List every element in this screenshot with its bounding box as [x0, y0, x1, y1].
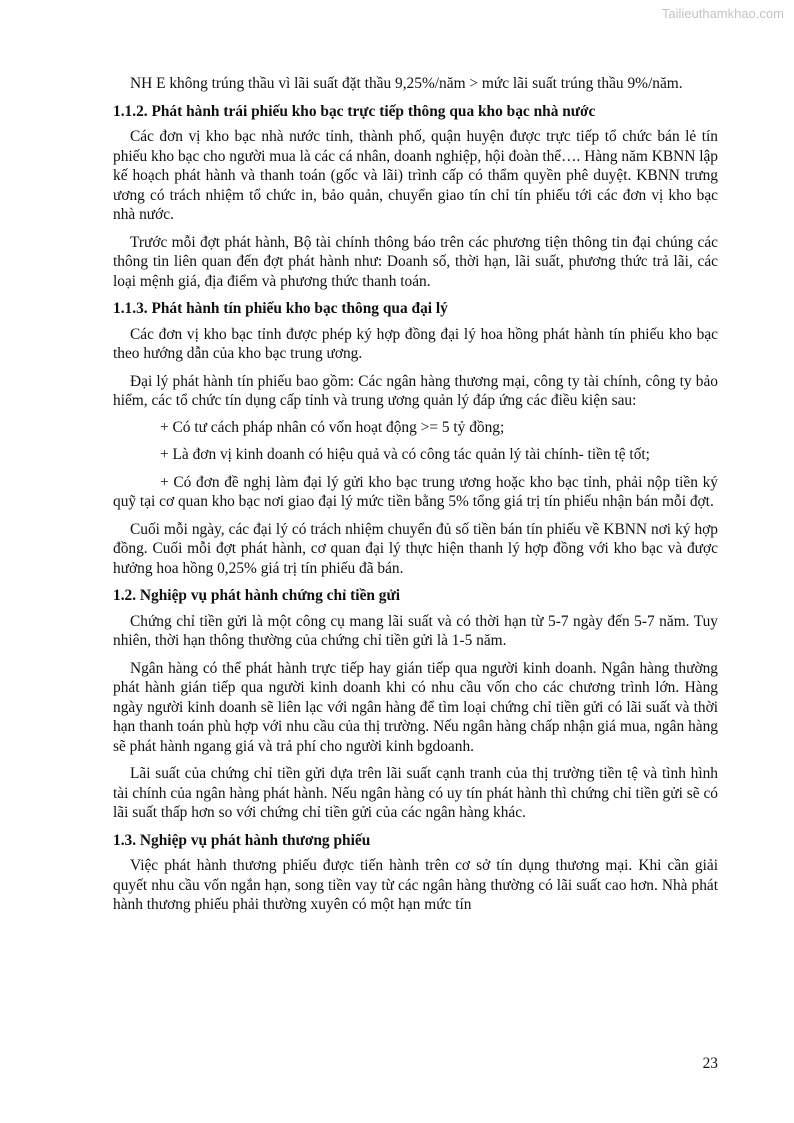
- section-heading-1-1-2: 1.1.2. Phát hành trái phiếu kho bạc trực tiếp thông qua kho bạc nhà nước: [113, 102, 596, 120]
- paragraph: Các đơn vị kho bạc nhà nước tỉnh, thành phố, quận huyện được trực tiếp tổ chức bán lẻ tín phiếu kho bạc cho người mua là các cá nhân, doanh nghiệp, hội đoàn thể…. Hàng năm KBNN lập kế hoạch phát hành và thanh toán (gốc và lãi) trình cấp có thẩm quyền phê duyệt. KBNN trưng ương có trách nhiệm tổ chức in, bảo quản, chuyển giao tín chỉ tín phiếu tới các đơn vị kho bạc nhà nước.: [113, 128, 719, 223]
- paragraph: Việc phát hành thương phiếu được tiến hành trên cơ sở tín dụng thương mại. Khi cần giải quyết nhu cầu vốn ngắn hạn, song tiền vay từ các ngân hàng thường có lãi suất cao hơn. Nhà phát hành thương phiếu phải thường xuyên có một hạn mức tín: [113, 857, 718, 913]
- section-heading-1-2: 1.2. Nghiệp vụ phát hành chứng chỉ tiền gửi: [113, 587, 401, 604]
- paragraph: Lãi suất của chứng chỉ tiền gửi dựa trên lãi suất cạnh tranh của thị trường tiền tệ và tình hình tài chính của ngân hàng phát hành. Nếu ngân hàng có uy tín phát hành thì chứng chỉ tiền gửi sẽ có lãi suất thấp hơn so với chứng chỉ tiền gửi của các ngân hàng khác.: [113, 765, 718, 821]
- paragraph: Chứng chỉ tiền gửi là một công cụ mang lãi suất và có thời hạn từ 5-7 ngày đến 5-7 năm. Tuy nhiên, thời hạn thông thường của chứng chỉ tiền gửi là 1-5 năm.: [113, 612, 718, 649]
- list-item: + Có đơn đề nghị làm đại lý gửi kho bạc trung ương hoặc kho bạc tỉnh, phải nộp tiền ký quỹ tại cơ quan kho bạc nơi giao đại lý mức tiền bằng 5% tổng giá trị tín phiếu nhận bán mỗi đợt.: [113, 473, 718, 510]
- paragraph: Các đơn vị kho bạc tỉnh được phép ký hợp đồng đại lý hoa hồng phát hành tín phiếu kho bạc theo hướng dẫn của kho bạc trung ương.: [113, 325, 718, 362]
- page-number: 23: [702, 1055, 718, 1072]
- watermark-text: Tailieuthamkhao.com: [661, 6, 784, 21]
- paragraph: Trước mỗi đợt phát hành, Bộ tài chính thông báo trên các phương tiện thông tin đại chúng các thông tin liên quan đến đợt phát hành như: Doanh số, thời hạn, lãi suất, phương thức trả lãi, các loại mệnh giá, địa điểm và phương thức thanh toán.: [113, 233, 718, 290]
- paragraph: NH E không trúng thầu vì lãi suất đặt thầu 9,25%/năm > mức lãi suất trúng thầu 9%/năm.: [130, 75, 683, 92]
- document-body: [113, 74, 718, 923]
- section-heading-1-3: 1.3. Nghiệp vụ phát hành thương phiếu: [113, 831, 371, 849]
- list-item: + Là đơn vị kinh doanh có hiệu quả và có công tác quản lý tài chính- tiền tệ tốt;: [160, 446, 650, 463]
- paragraph: Đại lý phát hành tín phiếu bao gồm: Các ngân hàng thương mại, công ty tài chính, công ty bảo hiểm, các tổ chức tín dụng cấp tỉnh và trung ương quản lý đáp ứng các điều kiện sau:: [113, 372, 718, 409]
- section-heading-1-1-3: 1.1.3. Phát hành tín phiếu kho bạc thông qua đại lý: [113, 300, 448, 317]
- list-item: + Có tư cách pháp nhân có vốn hoạt động >= 5 tỷ đồng;: [160, 418, 505, 436]
- paragraph: Ngân hàng có thể phát hành trực tiếp hay gián tiếp qua người kinh doanh. Ngân hàng thường phát hành gián tiếp qua người kinh doanh khi có nhu cầu vốn cho các chương trình lớn. Hàng ngày người kinh doanh sẽ liên lạc với ngân hàng để tìm loại chứng chỉ tiền gửi có lãi suất và thời hạn thanh toán phù hợp với nhu cầu của thị trường. Nếu ngân hàng chấp nhận giá mua, ngân hàng sẽ phát hành ngang giá và trả phí cho người kinh bgdoanh.: [113, 659, 718, 755]
- paragraph: Cuối mỗi ngày, các đại lý có trách nhiệm chuyển đủ số tiền bán tín phiếu về KBNN nơi ký hợp đồng. Cuối mỗi đợt phát hành, cơ quan đại lý thực hiện thanh lý hợp đồng với kho bạc và được hưởng hoa hồng 0,25% giá trị tín phiếu đã bán.: [113, 520, 718, 577]
